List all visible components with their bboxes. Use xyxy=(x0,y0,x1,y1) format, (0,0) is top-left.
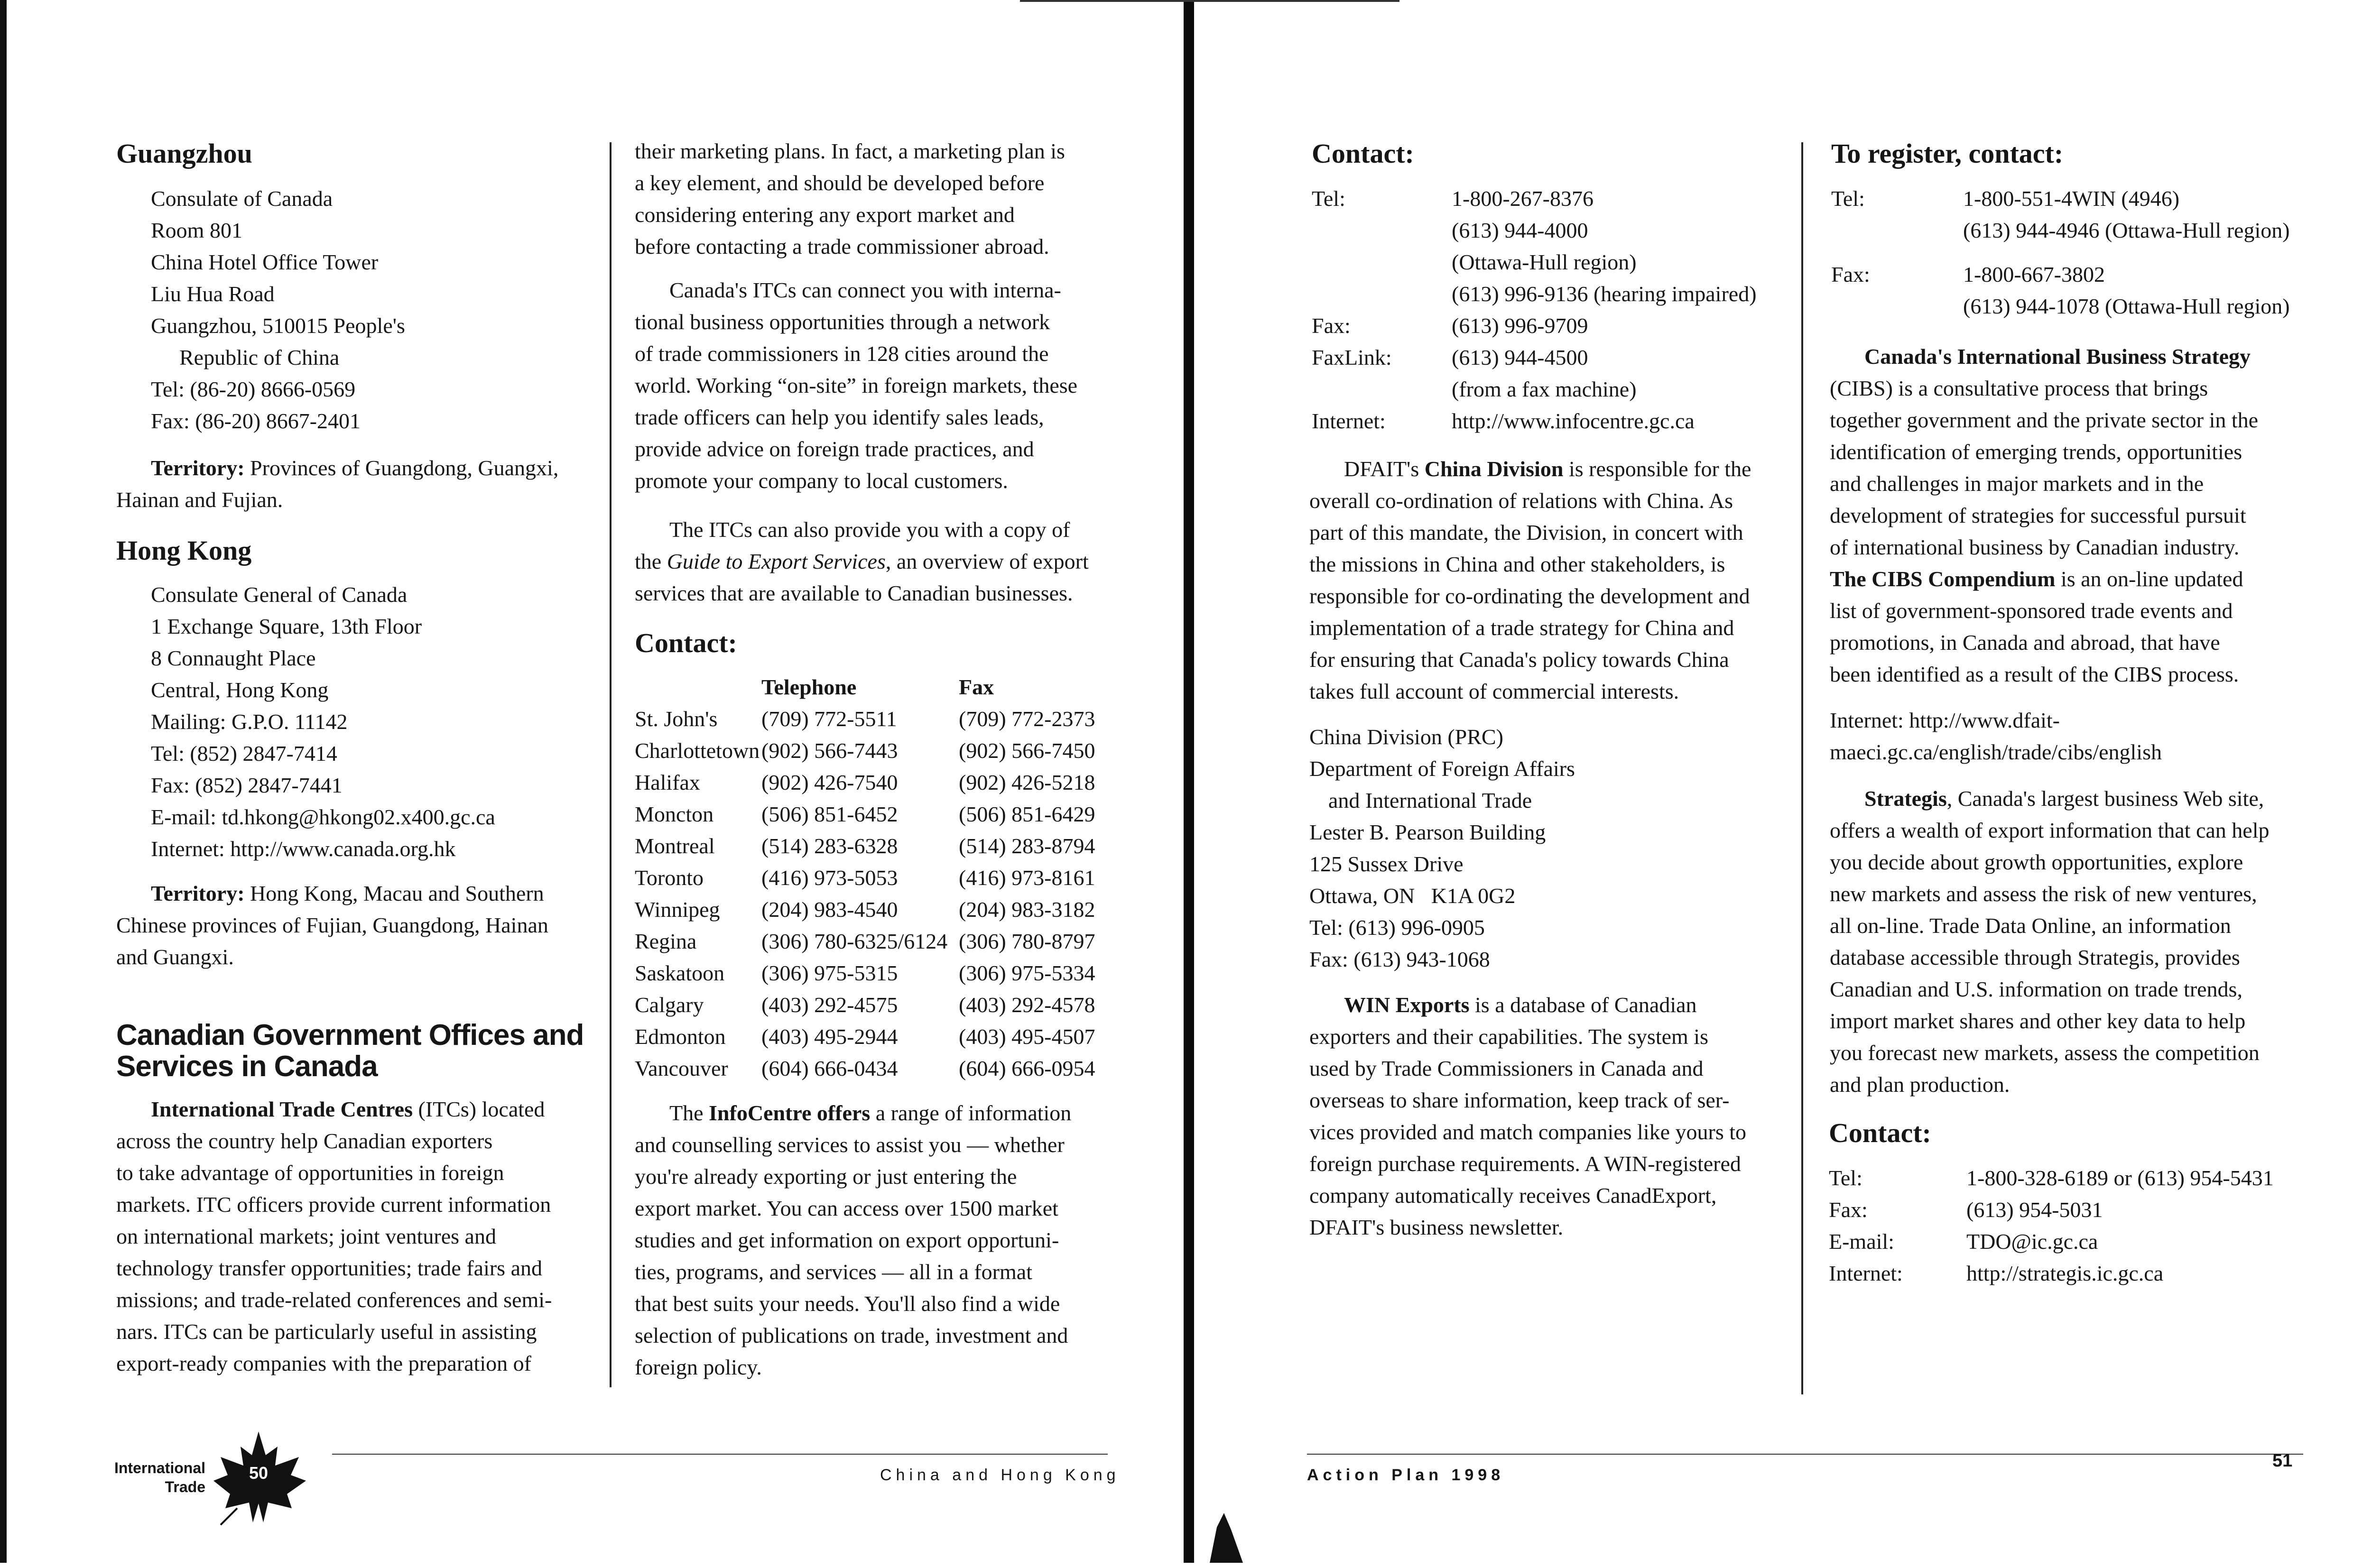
paragraph-line: and plan production. xyxy=(1830,1072,2010,1097)
table-cell-city: Charlottetown xyxy=(635,738,760,763)
paragraph-line: import market shares and other key data to help xyxy=(1830,1009,2246,1033)
paragraph-line: Canadian and U.S. information on trade trends, xyxy=(1830,977,2242,1001)
paragraph-line: Canada's ITCs can connect you with interna- xyxy=(669,278,1061,302)
heading-hong-kong: Hong Kong xyxy=(116,535,252,566)
contact-label: Internet: xyxy=(1312,409,1386,433)
table-cell-city: Winnipeg xyxy=(635,897,720,922)
guangzhou-address xyxy=(151,183,405,437)
paragraph-line: promotions, in Canada and abroad, that have xyxy=(1830,630,2220,655)
page-edge-left xyxy=(0,0,7,1563)
china-division-paragraph xyxy=(1309,453,1788,707)
internet-line: maeci.gc.ca/english/trade/cibs/english xyxy=(1830,740,2162,764)
col2-para2 xyxy=(635,274,1119,497)
cibs-bold: Canada's International Business Strategy xyxy=(1864,344,2251,369)
text-span: , an overview of export xyxy=(885,549,1089,573)
heading-guangzhou: Guangzhou xyxy=(116,138,252,169)
address-line: Tel: (613) 996-0905 xyxy=(1309,915,1485,940)
paragraph-line: exporters and their capabilities. The system is xyxy=(1309,1024,1708,1049)
footer-rule-right xyxy=(1307,1454,2303,1455)
cibs-internet xyxy=(1830,704,2162,768)
paragraph-line: a key element, and should be developed before xyxy=(635,171,1045,195)
text-span: a range of information xyxy=(870,1101,1072,1125)
contact-value: (Ottawa-Hull region) xyxy=(1452,250,1637,274)
table-cell-city: Montreal xyxy=(635,834,715,858)
register-contacts xyxy=(1831,183,2367,330)
address-line: 125 Sussex Drive xyxy=(1309,852,1464,876)
paragraph-line: of trade commissioners in 128 cities around the xyxy=(635,341,1049,366)
contact-value: 1-800-328-6189 or (613) 954-5431 xyxy=(1966,1166,2274,1190)
address-line: Room 801 xyxy=(151,218,242,242)
contact-label: Tel: xyxy=(1312,186,1345,211)
contact-value: (613) 944-1078 (Ottawa-Hull region) xyxy=(1963,294,2290,318)
table-cell-telephone: (204) 983-4540 xyxy=(761,897,898,922)
paragraph-line: responsible for co-ordinating the development and xyxy=(1309,584,1750,608)
text-span: is a database of Canadian xyxy=(1469,993,1697,1017)
paragraph-line: across the country help Canadian exporters xyxy=(116,1129,493,1153)
internet-line: Internet: http://www.dfait- xyxy=(1830,708,2060,732)
address-line: Mailing: G.P.O. 11142 xyxy=(151,710,348,734)
table-cell-fax: (514) 283-8794 xyxy=(959,834,1095,858)
territory-text: Chinese provinces of Fujian, Guangdong, Hainan xyxy=(116,913,548,937)
address-line: Central, Hong Kong xyxy=(151,678,329,702)
table-cell-fax: (306) 975-5334 xyxy=(959,961,1095,985)
paragraph-line: tional business opportunities through a network xyxy=(635,310,1050,334)
section-title-line: Canadian Government Offices and xyxy=(116,1019,584,1051)
table-cell-city: Toronto xyxy=(635,866,704,890)
paragraph-line: to take advantage of opportunities in foreign xyxy=(116,1161,504,1185)
address-line: Department of Foreign Affairs xyxy=(1309,756,1575,781)
text-span: , Canada's largest business Web site, xyxy=(1946,786,2264,811)
table-cell-city: Halifax xyxy=(635,770,700,794)
contact-label: Fax: xyxy=(1312,314,1351,338)
paragraph-line: identification of emerging trends, opportunities xyxy=(1830,440,2242,464)
contact-value: (613) 996-9136 (hearing impaired) xyxy=(1452,282,1757,306)
table-cell-fax: (604) 666-0954 xyxy=(959,1056,1095,1080)
table-cell-telephone: (306) 975-5315 xyxy=(761,961,898,985)
paragraph-line: studies and get information on export opportuni- xyxy=(635,1228,1059,1252)
address-line: China Hotel Office Tower xyxy=(151,250,379,274)
contact-heading: Contact: xyxy=(1312,138,1414,169)
contact-label: FaxLink: xyxy=(1312,345,1392,369)
paragraph-line: list of government-sponsored trade events and xyxy=(1830,599,2233,623)
infocentre-bold: InfoCentre offers xyxy=(709,1101,871,1125)
paragraph-line: company automatically receives CanadExport, xyxy=(1309,1183,1717,1208)
paragraph-line: world. Working “on-site” in foreign markets, these xyxy=(635,373,1078,397)
text-span: the xyxy=(635,549,667,573)
paragraph-line: overseas to share information, keep track of ser- xyxy=(1309,1088,1730,1112)
contact-label: Tel: xyxy=(1829,1166,1862,1190)
table-cell-telephone: (514) 283-6328 xyxy=(761,834,898,858)
contact-value: (613) 944-4946 (Ottawa-Hull region) xyxy=(1963,218,2290,242)
paragraph-line: export market. You can access over 1500 market xyxy=(635,1196,1058,1220)
territory-text: Provinces of Guangdong, Guangxi, xyxy=(244,456,559,480)
column-separator-2 xyxy=(1801,142,1803,1394)
table-cell-telephone: (403) 292-4575 xyxy=(761,993,898,1017)
contact-label: Fax: xyxy=(1829,1198,1868,1222)
address-line: 1 Exchange Square, 13th Floor xyxy=(151,614,422,638)
paragraph-line: vices provided and match companies like yours to xyxy=(1309,1120,1747,1144)
logo-line: Trade xyxy=(165,1478,205,1495)
table-cell-telephone: (306) 780-6325/6124 xyxy=(761,929,948,953)
address-line: China Division (PRC) xyxy=(1309,725,1503,749)
paragraph-line: before contacting a trade commissioner abroad. xyxy=(635,234,1049,258)
table-cell-fax: (506) 851-6429 xyxy=(959,802,1095,826)
guide-title: Guide to Export Services xyxy=(667,549,886,573)
strategis-paragraph xyxy=(1830,783,2371,1100)
win-exports-bold: WIN Exports xyxy=(1344,993,1470,1017)
paragraph-line: foreign policy. xyxy=(635,1355,762,1379)
table-header-fax: Fax xyxy=(959,675,994,699)
paragraph-line: and challenges in major markets and in the xyxy=(1830,471,2204,496)
itc-paragraph xyxy=(116,1093,595,1379)
address-line: 8 Connaught Place xyxy=(151,646,316,670)
paragraph-line: you forecast new markets, assess the competition xyxy=(1830,1041,2260,1065)
paragraph-line: (CIBS) is a consultative process that brings xyxy=(1830,376,2208,400)
register-heading: To register, contact: xyxy=(1831,138,2064,169)
paragraph-line: the missions in China and other stakeholders, is xyxy=(1309,552,1725,576)
paragraph-line: of international business by Canadian industry. xyxy=(1830,535,2240,559)
contact-value: TDO@ic.gc.ca xyxy=(1966,1229,2098,1254)
table-cell-city: Vancouver xyxy=(635,1056,728,1080)
table-cell-fax: (204) 983-3182 xyxy=(959,897,1095,922)
contact-value: http://www.infocentre.gc.ca xyxy=(1452,409,1695,433)
paragraph-line: considering entering any export market and xyxy=(635,203,1015,227)
paragraph-line: used by Trade Commissioners in Canada and xyxy=(1309,1056,1704,1080)
paragraph-line: their marketing plans. In fact, a marketing plan is xyxy=(635,139,1065,163)
table-cell-city: Calgary xyxy=(635,993,704,1017)
territory-label: Territory: xyxy=(151,881,245,905)
paragraph-line: offers a wealth of export information that can help xyxy=(1830,818,2270,842)
contact-label: Tel: xyxy=(1831,186,1865,211)
contact-label: Internet: xyxy=(1829,1261,1903,1285)
itc-bold: International Trade Centres xyxy=(151,1097,413,1121)
email-line: E-mail: td.hkong@hkong02.x400.gc.ca xyxy=(151,805,495,829)
contact-heading: Contact: xyxy=(1829,1117,1931,1148)
running-title-right: Action Plan 1998 xyxy=(1307,1466,1505,1484)
column-separator-1 xyxy=(610,142,612,1387)
guangzhou-territory xyxy=(116,452,591,516)
contact-value: 1-800-667-3802 xyxy=(1963,262,2105,286)
contact-value: (from a fax machine) xyxy=(1452,377,1637,401)
china-division-address xyxy=(1309,721,1575,975)
paragraph-line: selection of publications on trade, investment and xyxy=(635,1323,1068,1347)
page-number-left: 50 xyxy=(249,1463,269,1483)
paragraph-line: foreign purchase requirements. A WIN-registered xyxy=(1309,1152,1741,1176)
contact-value: (613) 944-4500 xyxy=(1452,345,1588,369)
address-line: Liu Hua Road xyxy=(151,282,275,306)
paragraph-line: The ITCs can also provide you with a copy of xyxy=(669,517,1070,542)
address-line: Fax: (86-20) 8667-2401 xyxy=(151,409,361,433)
table-cell-city: Regina xyxy=(635,929,697,953)
infocentre-contacts xyxy=(1312,183,1786,439)
hongkong-address xyxy=(151,579,495,865)
table-cell-fax: (403) 495-4507 xyxy=(959,1024,1095,1049)
contact-value: (613) 954-5031 xyxy=(1966,1198,2103,1222)
contact-value: 1-800-551-4WIN (4946) xyxy=(1963,186,2180,211)
table-cell-city: Edmonton xyxy=(635,1024,726,1049)
table-cell-telephone: (416) 973-5053 xyxy=(761,866,898,890)
paragraph-line: and counselling services to assist you — whether xyxy=(635,1133,1065,1157)
table-cell-telephone: (506) 851-6452 xyxy=(761,802,898,826)
contact-value: (613) 944-4000 xyxy=(1452,218,1588,242)
international-trade-logo-text xyxy=(111,1458,205,1496)
table-cell-fax: (902) 566-7450 xyxy=(959,738,1095,763)
cibs-paragraph xyxy=(1830,341,2371,690)
paragraph-line: that best suits your needs. You'll also find a wide xyxy=(635,1291,1060,1316)
text-span: is an on-line updated xyxy=(2055,567,2243,591)
table-cell-fax: (403) 292-4578 xyxy=(959,993,1095,1017)
table-cell-city: St. John's xyxy=(635,707,718,731)
top-edge-line xyxy=(1020,0,1399,2)
infocentre-paragraph xyxy=(635,1097,1119,1383)
paragraph-line: you decide about growth opportunities, explore xyxy=(1830,850,2243,874)
territory-text: and Guangxi. xyxy=(116,945,234,969)
table-cell-telephone: (604) 666-0434 xyxy=(761,1056,898,1080)
paragraph-line: promote your company to local customers. xyxy=(635,469,1008,493)
paragraph-line: new markets and assess the risk of new ventures, xyxy=(1830,882,2257,906)
china-division-bold: China Division xyxy=(1424,457,1564,481)
contact-heading: Contact: xyxy=(635,627,737,658)
win-exports-paragraph xyxy=(1309,989,1788,1243)
paragraph-line: markets. ITC officers provide current information xyxy=(116,1192,551,1217)
running-title-left: China and Hong Kong xyxy=(880,1466,1120,1484)
book-spine xyxy=(1184,0,1194,1563)
page-number-right: 51 xyxy=(2272,1451,2293,1471)
paragraph-line: export-ready companies with the preparation of xyxy=(116,1351,531,1375)
table-cell-fax: (709) 772-2373 xyxy=(959,707,1095,731)
paragraph-line: for ensuring that Canada's policy towards China xyxy=(1309,647,1729,672)
text-span: is responsible for the xyxy=(1563,457,1751,481)
territory-text: Hainan and Fujian. xyxy=(116,488,283,512)
address-line: Consulate of Canada xyxy=(151,186,333,211)
address-line: Guangzhou, 510015 People's xyxy=(151,314,405,338)
itc-contact-table xyxy=(635,671,1109,1084)
text-span: The xyxy=(669,1101,709,1125)
paragraph-line: all on-line. Trade Data Online, an information xyxy=(1830,913,2231,938)
paragraph-line: provide advice on foreign trade practices, and xyxy=(635,437,1034,461)
paragraph-line: on international markets; joint ventures and xyxy=(116,1224,496,1248)
strategis-contacts xyxy=(1829,1162,2372,1295)
table-cell-city: Saskatoon xyxy=(635,961,725,985)
paragraph-line: nars. ITCs can be particularly useful in assisting xyxy=(116,1319,537,1344)
paragraph-line: development of strategies for successful pursuit xyxy=(1830,503,2246,527)
address-line: Fax: (852) 2847-7441 xyxy=(151,773,343,797)
contact-label: Fax: xyxy=(1831,262,1870,286)
table-cell-fax: (416) 973-8161 xyxy=(959,866,1095,890)
address-line: Republic of China xyxy=(179,345,340,369)
section-title-line: Services in Canada xyxy=(116,1050,378,1083)
cibs-compendium-bold: The CIBS Compendium xyxy=(1830,567,2056,591)
section-title xyxy=(116,1020,584,1082)
footer-rule-left xyxy=(332,1454,1108,1455)
address-line: Tel: (86-20) 8666-0569 xyxy=(151,377,356,401)
table-header-telephone: Telephone xyxy=(761,675,857,699)
col2-para3 xyxy=(635,514,1119,609)
address-line: Ottawa, ON K1A 0G2 xyxy=(1309,884,1516,908)
paragraph-line: you're already exporting or just entering the xyxy=(635,1164,1017,1189)
address-line: Lester B. Pearson Building xyxy=(1309,820,1546,844)
table-cell-city: Moncton xyxy=(635,802,714,826)
contact-value: http://strategis.ic.gc.ca xyxy=(1966,1261,2164,1285)
paragraph-line: database accessible through Strategis, provides xyxy=(1830,945,2240,969)
territory-label: Territory: xyxy=(151,456,245,480)
paragraph-line: been identified as a result of the CIBS process. xyxy=(1830,662,2239,686)
paragraph-line: ties, programs, and services — all in a format xyxy=(635,1260,1032,1284)
table-cell-telephone: (902) 566-7443 xyxy=(761,738,898,763)
table-cell-telephone: (709) 772-5511 xyxy=(761,707,897,731)
paragraph-line: implementation of a trade strategy for China and xyxy=(1309,616,1734,640)
strategis-bold: Strategis xyxy=(1864,786,1947,811)
spine-shadow-mark xyxy=(1205,1508,1248,1563)
table-cell-telephone: (403) 495-2944 xyxy=(761,1024,898,1049)
contact-value: 1-800-267-8376 xyxy=(1452,186,1594,211)
paragraph-line: services that are available to Canadian businesses. xyxy=(635,581,1073,605)
paragraph-line: overall co-ordination of relations with China. As xyxy=(1309,489,1733,513)
paragraph-line: trade officers can help you identify sales leads, xyxy=(635,405,1044,429)
table-cell-fax: (902) 426-5218 xyxy=(959,770,1095,794)
hongkong-territory xyxy=(116,877,591,973)
address-line: Tel: (852) 2847-7414 xyxy=(151,741,337,766)
paragraph-line: missions; and trade-related conferences and semi- xyxy=(116,1288,552,1312)
territory-text: Hong Kong, Macau and Southern xyxy=(244,881,544,905)
address-line: and International Trade xyxy=(1328,788,1532,812)
paragraph-line: technology transfer opportunities; trade fairs and xyxy=(116,1256,542,1280)
col2-para1 xyxy=(635,135,1119,262)
paragraph-line: takes full account of commercial interests. xyxy=(1309,679,1679,703)
address-line: Fax: (613) 943-1068 xyxy=(1309,947,1490,971)
paragraph-line: part of this mandate, the Division, in concert with xyxy=(1309,520,1743,544)
paragraph-line: DFAIT's business newsletter. xyxy=(1309,1215,1564,1239)
logo-line: International xyxy=(114,1459,205,1476)
contact-label: E-mail: xyxy=(1829,1229,1894,1254)
table-cell-fax: (306) 780-8797 xyxy=(959,929,1095,953)
paragraph-line: together government and the private sector in the xyxy=(1830,408,2259,432)
table-cell-telephone: (902) 426-7540 xyxy=(761,770,898,794)
paragraph-line: (ITCs) located xyxy=(412,1097,545,1121)
contact-value: (613) 996-9709 xyxy=(1452,314,1588,338)
text-span: DFAIT's xyxy=(1344,457,1425,481)
internet-line: Internet: http://www.canada.org.hk xyxy=(151,837,456,861)
address-line: Consulate General of Canada xyxy=(151,582,408,607)
